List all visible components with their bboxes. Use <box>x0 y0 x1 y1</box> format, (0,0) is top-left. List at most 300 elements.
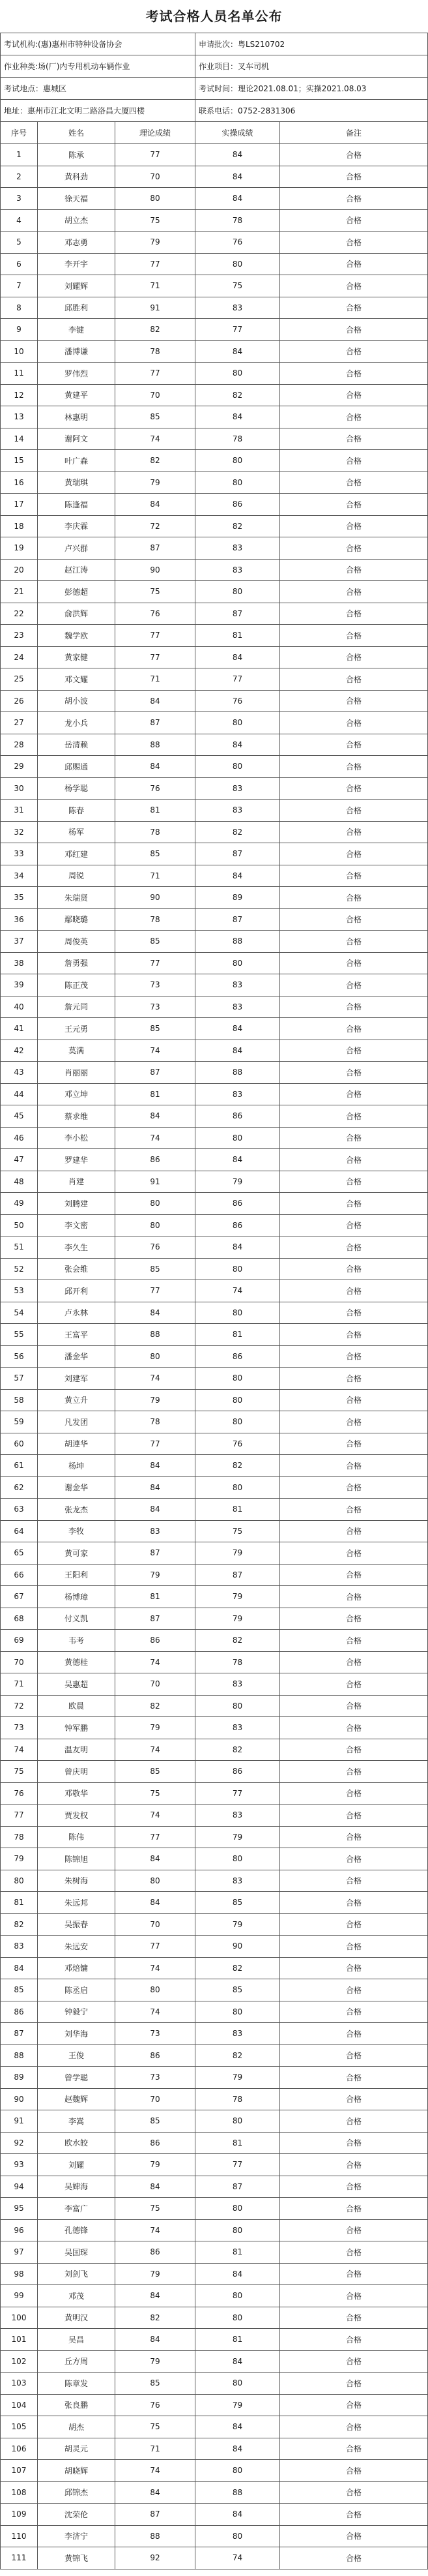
theory-score-cell: 86 <box>115 2133 195 2154</box>
remark-cell: 合格 <box>280 1499 428 1520</box>
column-header-remark: 备注 <box>280 122 428 143</box>
theory-score-cell: 84 <box>115 2285 195 2307</box>
remark-cell: 合格 <box>280 1848 428 1870</box>
remark-cell: 合格 <box>280 2547 428 2569</box>
theory-score-cell: 88 <box>115 734 195 756</box>
table-row <box>1 2198 428 2220</box>
name-cell: 刘腾建 <box>38 1193 115 1214</box>
theory-score-cell: 85 <box>115 1018 195 1040</box>
job-category: 作业种类:场(厂)内专用机动车辆作业 <box>1 55 195 77</box>
remark-cell: 合格 <box>280 647 428 668</box>
practical-score-cell: 80 <box>195 2110 280 2132</box>
table-row <box>1 1346 428 1368</box>
table-row <box>1 450 428 472</box>
serial-number-cell: 80 <box>1 1870 38 1892</box>
name-cell: 王富平 <box>38 1324 115 1345</box>
name-cell: 李牧 <box>38 1521 115 1542</box>
name-cell: 陈承 <box>38 144 115 166</box>
theory-score-cell: 88 <box>115 2526 195 2547</box>
name-cell: 王阳利 <box>38 1565 115 1586</box>
serial-number-cell: 28 <box>1 734 38 756</box>
practical-score-cell: 78 <box>195 428 280 450</box>
remark-cell: 合格 <box>280 1979 428 2001</box>
practical-score-cell: 80 <box>195 254 280 275</box>
serial-number-cell: 88 <box>1 2045 38 2067</box>
practical-score-cell: 80 <box>195 2460 280 2481</box>
table-row <box>1 166 428 188</box>
name-cell: 林惠明 <box>38 406 115 428</box>
remark-cell: 合格 <box>280 1084 428 1105</box>
serial-number-cell: 63 <box>1 1499 38 1520</box>
remark-cell: 合格 <box>280 2154 428 2176</box>
practical-score-cell: 81 <box>195 625 280 646</box>
table-row <box>1 406 428 428</box>
theory-score-cell: 80 <box>115 1346 195 1368</box>
serial-number-cell: 84 <box>1 1958 38 1979</box>
practical-score-cell: 84 <box>195 1018 280 1040</box>
theory-score-cell: 83 <box>115 1521 195 1542</box>
theory-score-cell: 85 <box>115 406 195 428</box>
table-row <box>1 1521 428 1543</box>
theory-score-cell: 70 <box>115 1673 195 1695</box>
name-cell: 肖丽丽 <box>38 1062 115 1083</box>
table-row <box>1 1827 428 1849</box>
remark-cell: 合格 <box>280 909 428 931</box>
serial-number-cell: 11 <box>1 363 38 384</box>
serial-number-cell: 38 <box>1 953 38 974</box>
theory-score-cell: 79 <box>115 2351 195 2373</box>
table-row <box>1 668 428 691</box>
table-row <box>1 1630 428 1652</box>
remark-cell: 合格 <box>280 1739 428 1761</box>
serial-number-cell: 19 <box>1 537 38 559</box>
table-row <box>1 2023 428 2045</box>
theory-score-cell: 87 <box>115 537 195 559</box>
theory-score-cell: 73 <box>115 974 195 996</box>
remark-cell: 合格 <box>280 1149 428 1171</box>
theory-score-cell: 85 <box>115 1259 195 1280</box>
remark-cell: 合格 <box>280 254 428 275</box>
practical-score-cell: 81 <box>195 1499 280 1520</box>
serial-number-cell: 17 <box>1 494 38 515</box>
name-cell: 刘耀辉 <box>38 275 115 297</box>
theory-score-cell: 80 <box>115 1193 195 1214</box>
table-row <box>1 603 428 625</box>
serial-number-cell: 31 <box>1 800 38 821</box>
serial-number-cell: 79 <box>1 1848 38 1870</box>
name-cell: 卢兴群 <box>38 537 115 559</box>
serial-number-cell: 15 <box>1 450 38 472</box>
practical-score-cell: 83 <box>195 778 280 800</box>
remark-cell: 合格 <box>280 2067 428 2088</box>
table-row <box>1 2329 428 2351</box>
exam-agency: 考试机构:(惠)惠州市特种设备协会 <box>1 33 195 55</box>
remark-cell: 合格 <box>280 2045 428 2067</box>
theory-score-cell: 76 <box>115 603 195 625</box>
name-cell: 贾发权 <box>38 1805 115 1826</box>
table-row <box>1 712 428 734</box>
name-cell: 邓志勇 <box>38 232 115 253</box>
practical-score-cell: 83 <box>195 537 280 559</box>
name-cell: 彭德超 <box>38 581 115 603</box>
table-row <box>1 1259 428 1281</box>
name-cell: 胡連华 <box>38 1433 115 1455</box>
remark-cell: 合格 <box>280 1696 428 1717</box>
theory-score-cell: 84 <box>115 494 195 515</box>
remark-cell: 合格 <box>280 1215 428 1236</box>
theory-score-cell: 73 <box>115 2023 195 2044</box>
name-cell: 胡灵元 <box>38 2438 115 2460</box>
practical-score-cell: 84 <box>195 406 280 428</box>
theory-score-cell: 74 <box>115 1128 195 1149</box>
remark-cell: 合格 <box>280 1062 428 1083</box>
table-row <box>1 516 428 538</box>
serial-number-cell: 71 <box>1 1673 38 1695</box>
remark-cell: 合格 <box>280 297 428 319</box>
name-cell: 黄锦飞 <box>38 2547 115 2569</box>
practical-score-cell: 79 <box>195 1608 280 1630</box>
theory-score-cell: 81 <box>115 800 195 821</box>
practical-score-cell: 86 <box>195 494 280 515</box>
name-cell: 周锐 <box>38 865 115 887</box>
practical-score-cell: 77 <box>195 2154 280 2176</box>
practical-score-cell: 80 <box>195 756 280 777</box>
remark-cell: 合格 <box>280 1105 428 1127</box>
name-cell: 龙小兵 <box>38 712 115 734</box>
serial-number-cell: 39 <box>1 974 38 996</box>
theory-score-cell: 86 <box>115 2045 195 2067</box>
serial-number-cell: 55 <box>1 1324 38 1345</box>
remark-cell: 合格 <box>280 2110 428 2132</box>
name-cell: 李富广 <box>38 2198 115 2219</box>
name-cell: 钟毅宁 <box>38 2001 115 2023</box>
table-row <box>1 472 428 494</box>
serial-number-cell: 87 <box>1 2023 38 2044</box>
remark-cell: 合格 <box>280 1521 428 1542</box>
theory-score-cell: 74 <box>115 2460 195 2481</box>
practical-score-cell: 82 <box>195 2045 280 2067</box>
serial-number-cell: 48 <box>1 1171 38 1193</box>
name-cell: 李文密 <box>38 1215 115 1236</box>
serial-number-cell: 2 <box>1 166 38 188</box>
theory-score-cell: 84 <box>115 1477 195 1499</box>
remark-cell: 合格 <box>280 2133 428 2154</box>
name-cell: 邱胜利 <box>38 297 115 319</box>
name-cell: 邓敬华 <box>38 1783 115 1805</box>
theory-score-cell: 77 <box>115 647 195 668</box>
table-row <box>1 1368 428 1390</box>
theory-score-cell: 85 <box>115 2373 195 2394</box>
serial-number-cell: 99 <box>1 2285 38 2307</box>
name-cell: 陈春 <box>38 800 115 821</box>
name-cell: 吴振春 <box>38 1914 115 1936</box>
practical-score-cell: 87 <box>195 2176 280 2198</box>
remark-cell: 合格 <box>280 450 428 472</box>
theory-score-cell: 90 <box>115 560 195 581</box>
remark-cell: 合格 <box>280 1390 428 1411</box>
table-row <box>1 1062 428 1084</box>
name-cell: 吴惠超 <box>38 1673 115 1695</box>
name-cell: 欧水皎 <box>38 2133 115 2154</box>
theory-score-cell: 85 <box>115 2110 195 2132</box>
serial-number-cell: 110 <box>1 2526 38 2547</box>
name-cell: 肖建 <box>38 1171 115 1193</box>
name-cell: 俞洪辉 <box>38 603 115 625</box>
table-row <box>1 1149 428 1171</box>
name-cell: 胡小波 <box>38 691 115 712</box>
practical-score-cell: 84 <box>195 865 280 887</box>
table-row <box>1 1236 428 1259</box>
practical-score-cell: 81 <box>195 1324 280 1345</box>
practical-score-cell: 88 <box>195 931 280 952</box>
name-cell: 曾学聪 <box>38 2067 115 2088</box>
theory-score-cell: 76 <box>115 2395 195 2416</box>
serial-number-cell: 61 <box>1 1455 38 1476</box>
theory-score-cell: 81 <box>115 1586 195 1608</box>
remark-cell: 合格 <box>280 865 428 887</box>
theory-score-cell: 84 <box>115 1892 195 1913</box>
remark-cell: 合格 <box>280 1477 428 1499</box>
name-cell: 李小松 <box>38 1128 115 1149</box>
name-cell: 杨博璋 <box>38 1586 115 1608</box>
practical-score-cell: 79 <box>195 1586 280 1608</box>
theory-score-cell: 85 <box>115 843 195 865</box>
theory-score-cell: 86 <box>115 1149 195 1171</box>
theory-score-cell: 74 <box>115 428 195 450</box>
remark-cell: 合格 <box>280 2089 428 2110</box>
serial-number-cell: 72 <box>1 1696 38 1717</box>
practical-score-cell: 80 <box>195 2285 280 2307</box>
remark-cell: 合格 <box>280 1892 428 1913</box>
remark-cell: 合格 <box>280 1608 428 1630</box>
theory-score-cell: 77 <box>115 1827 195 1848</box>
practical-score-cell: 80 <box>195 2001 280 2023</box>
table-row <box>1 1652 428 1674</box>
remark-cell: 合格 <box>280 494 428 515</box>
serial-number-cell: 107 <box>1 2460 38 2481</box>
name-cell: 张良鹏 <box>38 2395 115 2416</box>
table-row <box>1 931 428 953</box>
practical-score-cell: 81 <box>195 2241 280 2263</box>
table-row <box>1 647 428 669</box>
serial-number-cell: 67 <box>1 1586 38 1608</box>
practical-score-cell: 84 <box>195 647 280 668</box>
remark-cell: 合格 <box>280 385 428 406</box>
practical-score-cell: 84 <box>195 2416 280 2438</box>
theory-score-cell: 74 <box>115 1040 195 1062</box>
table-row <box>1 319 428 341</box>
remark-cell: 合格 <box>280 210 428 232</box>
theory-score-cell: 84 <box>115 2329 195 2350</box>
name-cell: 邓红建 <box>38 843 115 865</box>
table-row <box>1 232 428 254</box>
practical-score-cell: 83 <box>195 1805 280 1826</box>
table-row <box>1 1477 428 1499</box>
theory-score-cell: 82 <box>115 319 195 340</box>
serial-number-cell: 14 <box>1 428 38 450</box>
theory-score-cell: 79 <box>115 1565 195 1586</box>
practical-score-cell: 84 <box>195 188 280 209</box>
practical-score-cell: 82 <box>195 1630 280 1651</box>
remark-cell: 合格 <box>280 1346 428 1368</box>
theory-score-cell: 84 <box>115 2176 195 2198</box>
serial-number-cell: 24 <box>1 647 38 668</box>
table-row <box>1 1586 428 1608</box>
practical-score-cell: 80 <box>195 1411 280 1433</box>
theory-score-cell: 75 <box>115 1783 195 1805</box>
theory-score-cell: 90 <box>115 887 195 908</box>
table-row <box>1 144 428 166</box>
name-cell: 吴昌 <box>38 2329 115 2350</box>
table-row <box>1 1390 428 1412</box>
practical-score-cell: 77 <box>195 668 280 690</box>
practical-score-cell: 80 <box>195 450 280 472</box>
table-row <box>1 2176 428 2198</box>
remark-cell: 合格 <box>280 144 428 166</box>
results-table <box>0 33 428 2569</box>
theory-score-cell: 71 <box>115 275 195 297</box>
remark-cell: 合格 <box>280 996 428 1018</box>
table-row <box>1 1979 428 2001</box>
name-cell: 詹勇强 <box>38 953 115 974</box>
name-cell: 岳清赖 <box>38 734 115 756</box>
table-row <box>1 1411 428 1433</box>
name-cell: 李庆霖 <box>38 516 115 537</box>
theory-score-cell: 84 <box>115 1848 195 1870</box>
name-cell: 赵魏辉 <box>38 2089 115 2110</box>
table-row <box>1 1105 428 1128</box>
remark-cell: 合格 <box>280 581 428 603</box>
serial-number-cell: 53 <box>1 1280 38 1302</box>
serial-number-cell: 105 <box>1 2416 38 2438</box>
theory-score-cell: 70 <box>115 2089 195 2110</box>
serial-number-cell: 92 <box>1 2133 38 2154</box>
remark-cell: 合格 <box>280 1368 428 1389</box>
name-cell: 陈正茂 <box>38 974 115 996</box>
name-cell: 朱树海 <box>38 1870 115 1892</box>
serial-number-cell: 32 <box>1 822 38 843</box>
info-row <box>1 33 428 55</box>
name-cell: 叶广森 <box>38 450 115 472</box>
theory-score-cell: 74 <box>115 1805 195 1826</box>
theory-score-cell: 82 <box>115 1696 195 1717</box>
practical-score-cell: 84 <box>195 144 280 166</box>
column-header-theory-score: 理论成绩 <box>115 122 195 143</box>
page-title: 考试合格人员名单公布 <box>145 8 283 24</box>
name-cell: 陈锦旭 <box>38 1848 115 1870</box>
practical-score-cell: 80 <box>195 1390 280 1411</box>
remark-cell: 合格 <box>280 1455 428 1476</box>
practical-score-cell: 90 <box>195 1936 280 1957</box>
practical-score-cell: 84 <box>195 1236 280 1258</box>
practical-score-cell: 80 <box>195 1477 280 1499</box>
remark-cell: 合格 <box>280 2329 428 2350</box>
theory-score-cell: 80 <box>115 1215 195 1236</box>
name-cell: 李嵩 <box>38 2110 115 2132</box>
practical-score-cell: 82 <box>195 385 280 406</box>
theory-score-cell: 75 <box>115 581 195 603</box>
theory-score-cell: 91 <box>115 297 195 319</box>
table-row <box>1 2220 428 2242</box>
serial-number-cell: 13 <box>1 406 38 428</box>
practical-score-cell: 80 <box>195 1128 280 1149</box>
name-cell: 卢永林 <box>38 1302 115 1324</box>
theory-score-cell: 88 <box>115 1324 195 1345</box>
serial-number-cell: 54 <box>1 1302 38 1324</box>
name-cell: 吴婢海 <box>38 2176 115 2198</box>
serial-number-cell: 4 <box>1 210 38 232</box>
practical-score-cell: 87 <box>195 909 280 931</box>
serial-number-cell: 93 <box>1 2154 38 2176</box>
serial-number-cell: 86 <box>1 2001 38 2023</box>
serial-number-cell: 75 <box>1 1761 38 1782</box>
serial-number-cell: 60 <box>1 1433 38 1455</box>
column-header-practical-score: 实操成绩 <box>195 122 280 143</box>
table-row <box>1 2526 428 2548</box>
table-row <box>1 2154 428 2176</box>
remark-cell: 合格 <box>280 2460 428 2481</box>
serial-number-cell: 10 <box>1 341 38 363</box>
theory-score-cell: 77 <box>115 1433 195 1455</box>
remark-cell: 合格 <box>280 1171 428 1193</box>
practical-score-cell: 86 <box>195 1346 280 1368</box>
table-row <box>1 2438 428 2461</box>
remark-cell: 合格 <box>280 1586 428 1608</box>
name-cell: 吴国琛 <box>38 2241 115 2263</box>
remark-cell: 合格 <box>280 363 428 384</box>
theory-score-cell: 80 <box>115 1979 195 2001</box>
serial-number-cell: 95 <box>1 2198 38 2219</box>
remark-cell: 合格 <box>280 2526 428 2547</box>
name-cell: 黄德桂 <box>38 1652 115 1673</box>
name-cell: 魏学欧 <box>38 625 115 646</box>
theory-score-cell: 74 <box>115 1958 195 1979</box>
serial-number-cell: 83 <box>1 1936 38 1957</box>
name-cell: 罗建华 <box>38 1149 115 1171</box>
theory-score-cell: 78 <box>115 909 195 931</box>
theory-score-cell: 87 <box>115 1542 195 1564</box>
table-row <box>1 1324 428 1346</box>
theory-score-cell: 79 <box>115 232 195 253</box>
table-row <box>1 2133 428 2155</box>
practical-score-cell: 84 <box>195 2438 280 2460</box>
name-cell: 杨军 <box>38 822 115 843</box>
table-row <box>1 843 428 865</box>
practical-score-cell: 78 <box>195 2089 280 2110</box>
remark-cell: 合格 <box>280 2220 428 2241</box>
serial-number-cell: 21 <box>1 581 38 603</box>
theory-score-cell: 84 <box>115 2482 195 2504</box>
batch-number: 申请批次：粤LS210702 <box>195 33 428 55</box>
serial-number-cell: 65 <box>1 1542 38 1564</box>
serial-number-cell: 56 <box>1 1346 38 1368</box>
table-row <box>1 2110 428 2133</box>
remark-cell: 合格 <box>280 2285 428 2307</box>
serial-number-cell: 5 <box>1 232 38 253</box>
table-row <box>1 1673 428 1696</box>
theory-score-cell: 73 <box>115 996 195 1018</box>
name-cell: 朱远安 <box>38 1936 115 1957</box>
name-cell: 罗伟烈 <box>38 363 115 384</box>
name-cell: 邱锦杰 <box>38 2482 115 2504</box>
theory-score-cell: 74 <box>115 2001 195 2023</box>
table-row <box>1 1565 428 1587</box>
theory-score-cell: 79 <box>115 2154 195 2176</box>
name-cell: 李键 <box>38 319 115 340</box>
table-row <box>1 778 428 800</box>
practical-score-cell: 86 <box>195 1193 280 1214</box>
serial-number-cell: 59 <box>1 1411 38 1433</box>
